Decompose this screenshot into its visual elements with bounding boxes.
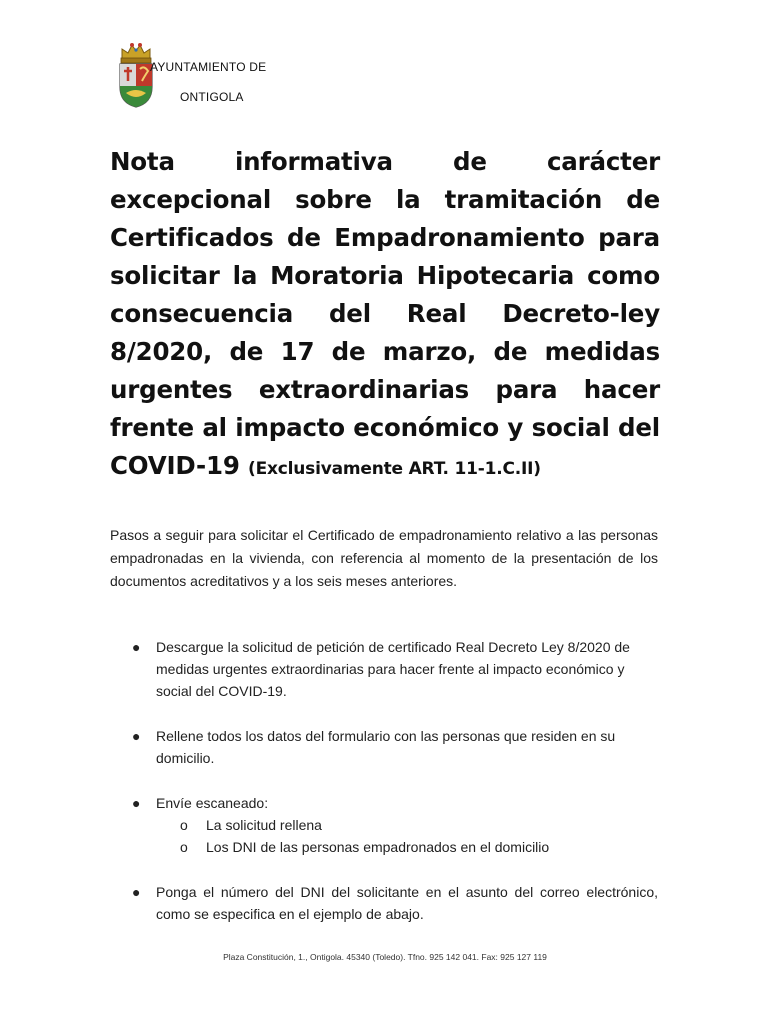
org-name-line2: ONTIGOLA xyxy=(180,90,244,104)
list-item xyxy=(110,792,658,858)
list-item xyxy=(110,636,658,702)
coat-of-arms-icon xyxy=(116,41,156,109)
sub-list-item xyxy=(156,836,658,858)
circle-bullet-icon: o xyxy=(180,839,188,855)
intro-paragraph: Pasos a seguir para solicitar el Certificado de empadronamiento relativo a las personas empadronadas en la vivienda, con referencia al momento de la presentación de los documentos acreditativos y a los seis meses anteriores. xyxy=(110,527,658,589)
step-text: Ponga el número del DNI del solicitante en el asunto del correo electrónico, como se especifica en el ejemplo de abajo. xyxy=(156,884,658,922)
footer-address: Plaza Constitución, 1., Ontigola. 45340 (Toledo). Tfno. 925 142 041. Fax: 925 127 119 xyxy=(223,952,547,962)
title-suffix: (Exclusivamente ART. 11-1.C.II) xyxy=(248,459,541,479)
step-text: Envíe escaneado: xyxy=(156,795,269,811)
circle-bullet-icon: o xyxy=(180,817,188,833)
step-text: Rellene todos los datos del formulario con las personas que residen en su domicilio. xyxy=(156,728,616,766)
bullet-icon: ● xyxy=(132,639,141,655)
sub-steps-list xyxy=(156,814,658,858)
list-item xyxy=(110,881,658,925)
bullet-icon: ● xyxy=(132,884,141,900)
org-name-line1: AYUNTAMIENTO DE xyxy=(150,60,267,74)
bullet-icon: ● xyxy=(132,728,141,744)
document-title xyxy=(110,143,660,488)
step-text: Descargue la solicitud de petición de certificado Real Decreto Ley 8/2020 de medidas urgentes extraordinarias para hacer frente al impacto económico y social del COVID-19. xyxy=(156,639,630,699)
bullet-icon: ● xyxy=(132,795,141,811)
steps-list xyxy=(110,636,658,925)
sub-step-text: Los DNI de las personas empadronados en el domicilio xyxy=(206,839,550,855)
sub-step-text: La solicitud rellena xyxy=(206,817,322,833)
list-item xyxy=(110,725,658,769)
sub-list-item xyxy=(156,814,658,836)
title-main: Nota informativa de carácter excepcional sobre la tramitación de Certificados de Empadronamiento para solicitar la Moratoria Hipotecaria como consecuencia del Real Decreto-ley 8/2020, de 17 de marzo, de medidas urgentes extraordinarias para hacer frente al impacto económico y social del COVID-19 xyxy=(110,147,660,480)
